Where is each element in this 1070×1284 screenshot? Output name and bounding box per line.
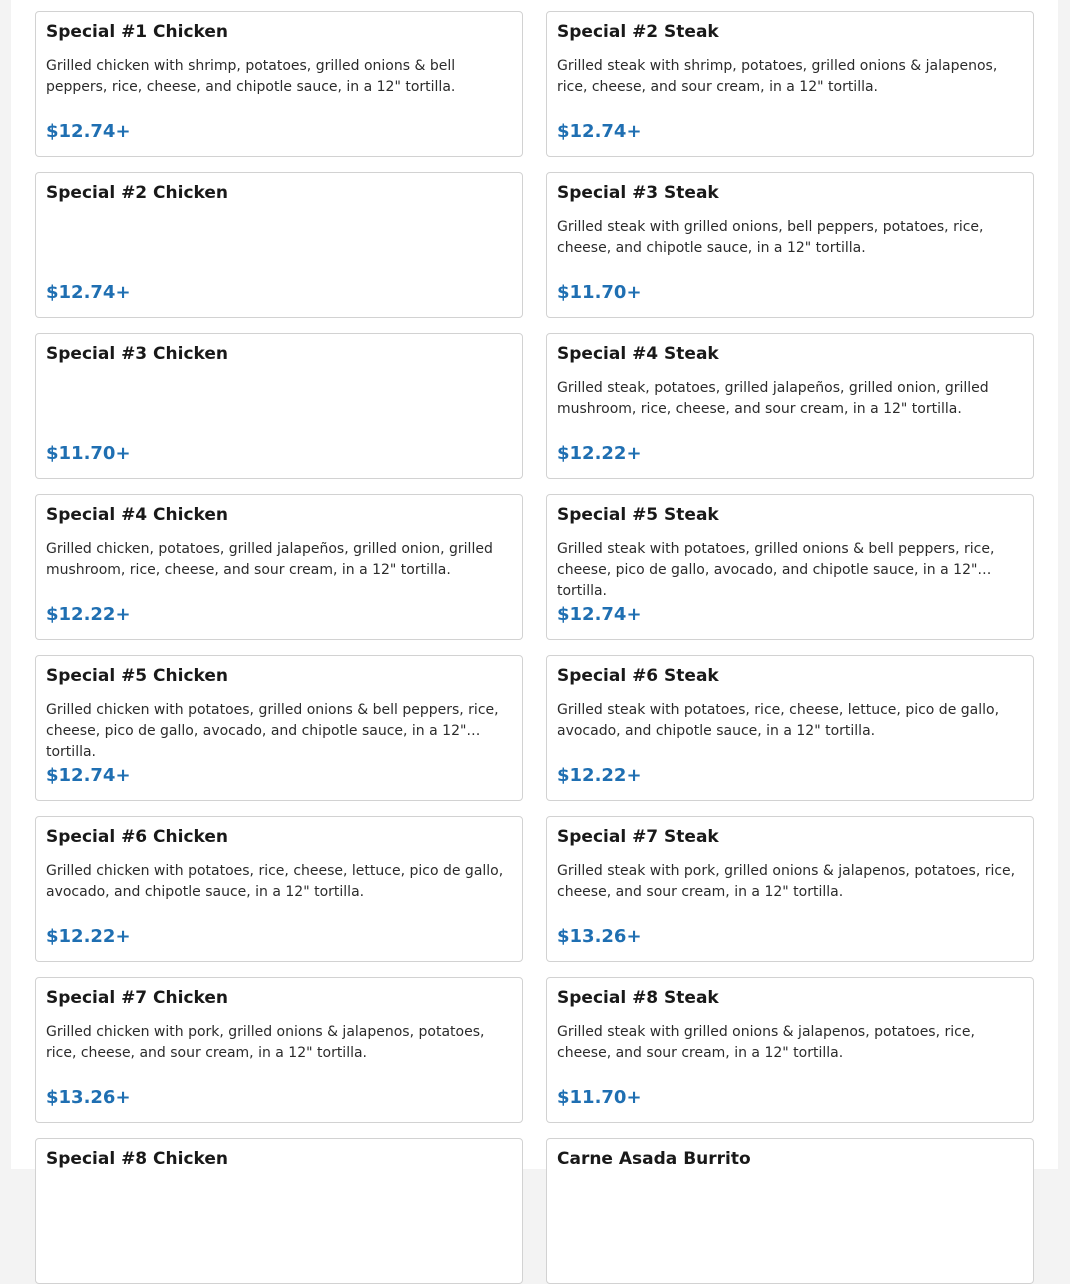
menu-item-price: $12.22+ xyxy=(46,604,131,625)
menu-item-price: $12.74+ xyxy=(46,121,131,142)
menu-item-card[interactable] xyxy=(35,816,523,962)
menu-item-price: $12.74+ xyxy=(557,604,642,625)
menu-item-title: Special #8 Steak xyxy=(557,988,719,1008)
menu-item-card[interactable] xyxy=(546,655,1034,801)
menu-item-description xyxy=(46,378,512,420)
menu-item-description: Grilled chicken with pork, grilled onions & jalapenos, potatoes, rice, cheese, and sour cream, in a 12" tortilla. xyxy=(46,1024,485,1061)
menu-page xyxy=(11,0,1058,1169)
menu-item-card[interactable] xyxy=(35,655,523,801)
menu-item-title: Special #7 Steak xyxy=(557,827,719,847)
menu-item-title: Special #8 Chicken xyxy=(46,1149,229,1169)
menu-item-card[interactable] xyxy=(546,172,1034,318)
menu-item-price: $13.26+ xyxy=(557,926,642,947)
menu-item-card[interactable] xyxy=(546,816,1034,962)
menu-item-title: Special #2 Chicken xyxy=(46,183,229,203)
menu-item-title: Special #2 Steak xyxy=(557,22,719,42)
menu-item-description: Grilled chicken with potatoes, grilled onions & bell peppers, rice, cheese, pico de gallo, avocado, and chipotle sauce, in a 12" tortilla. xyxy=(46,702,499,760)
menu-item-description: Grilled steak, potatoes, grilled jalapeños, grilled onion, grilled mushroom, rice, cheese, and sour cream, in a 12" tortilla. xyxy=(557,380,989,417)
menu-item-price: $11.70+ xyxy=(557,1087,642,1108)
menu-item-price: $12.74+ xyxy=(46,282,131,303)
menu-item-card[interactable] xyxy=(35,333,523,479)
menu-item-card[interactable] xyxy=(35,1138,523,1284)
menu-item-title: Special #6 Steak xyxy=(557,666,719,686)
menu-item-description: Grilled steak with pork, grilled onions & jalapenos, potatoes, rice, cheese, and sour cream, in a 12" tortilla. xyxy=(557,863,1016,900)
menu-item-price: $12.22+ xyxy=(46,926,131,947)
menu-item-title: Special #3 Chicken xyxy=(46,344,229,364)
menu-item-card[interactable] xyxy=(546,11,1034,157)
menu-item-description: Grilled steak with shrimp, potatoes, grilled onions & jalapenos, rice, cheese, and sour cream, in a 12" tortilla. xyxy=(557,58,998,95)
menu-item-title: Carne Asada Burrito xyxy=(557,1149,751,1169)
menu-item-grid xyxy=(35,11,1034,1284)
menu-item-card[interactable] xyxy=(35,11,523,157)
menu-item-card[interactable] xyxy=(35,977,523,1123)
menu-item-title: Special #4 Steak xyxy=(557,344,719,364)
menu-item-title: Special #6 Chicken xyxy=(46,827,229,847)
menu-item-card[interactable] xyxy=(35,494,523,640)
menu-item-title: Special #1 Chicken xyxy=(46,22,229,42)
menu-item-description: Grilled steak with grilled onions & jalapenos, potatoes, rice, cheese, and sour cream, in a 12" tortilla. xyxy=(557,1024,975,1061)
menu-item-price: $12.74+ xyxy=(557,121,642,142)
menu-item-description xyxy=(46,217,512,259)
menu-item-price: $12.74+ xyxy=(46,765,131,786)
menu-item-description xyxy=(557,1183,1023,1225)
menu-item-card[interactable] xyxy=(546,1138,1034,1284)
menu-item-title: Special #4 Chicken xyxy=(46,505,229,525)
menu-item-price: $13.26+ xyxy=(46,1087,131,1108)
menu-item-title: Special #3 Steak xyxy=(557,183,719,203)
menu-item-card[interactable] xyxy=(546,494,1034,640)
menu-item-description: Grilled steak with potatoes, rice, cheese, lettuce, pico de gallo, avocado, and chipotle sauce, in a 12" tortilla. xyxy=(557,702,1000,739)
menu-item-description: Grilled chicken, potatoes, grilled jalapeños, grilled onion, grilled mushroom, rice, cheese, and sour cream, in a 12" tortilla. xyxy=(46,541,493,578)
menu-item-description: Grilled steak with potatoes, grilled onions & bell peppers, rice, cheese, pico de gallo, avocado, and chipotle sauce, in a 12" tortilla. xyxy=(557,541,995,599)
menu-item-card[interactable] xyxy=(546,333,1034,479)
menu-item-description xyxy=(46,1183,512,1225)
menu-item-title: Special #5 Steak xyxy=(557,505,719,525)
menu-item-price: $11.70+ xyxy=(557,282,642,303)
menu-item-title: Special #5 Chicken xyxy=(46,666,229,686)
menu-item-description: Grilled chicken with potatoes, rice, cheese, lettuce, pico de gallo, avocado, and chipotle sauce, in a 12" tortilla. xyxy=(46,863,504,900)
menu-item-card[interactable] xyxy=(546,977,1034,1123)
menu-item-price: $12.22+ xyxy=(557,765,642,786)
menu-item-card[interactable] xyxy=(35,172,523,318)
menu-item-title: Special #7 Chicken xyxy=(46,988,229,1008)
menu-item-description: Grilled chicken with shrimp, potatoes, grilled onions & bell peppers, rice, cheese, and chipotle sauce, in a 12" tortilla. xyxy=(46,58,456,95)
menu-item-price: $11.70+ xyxy=(46,443,131,464)
menu-item-price: $12.22+ xyxy=(557,443,642,464)
menu-item-description: Grilled steak with grilled onions, bell peppers, potatoes, rice, cheese, and chipotle sauce, in a 12" tortilla. xyxy=(557,219,984,256)
